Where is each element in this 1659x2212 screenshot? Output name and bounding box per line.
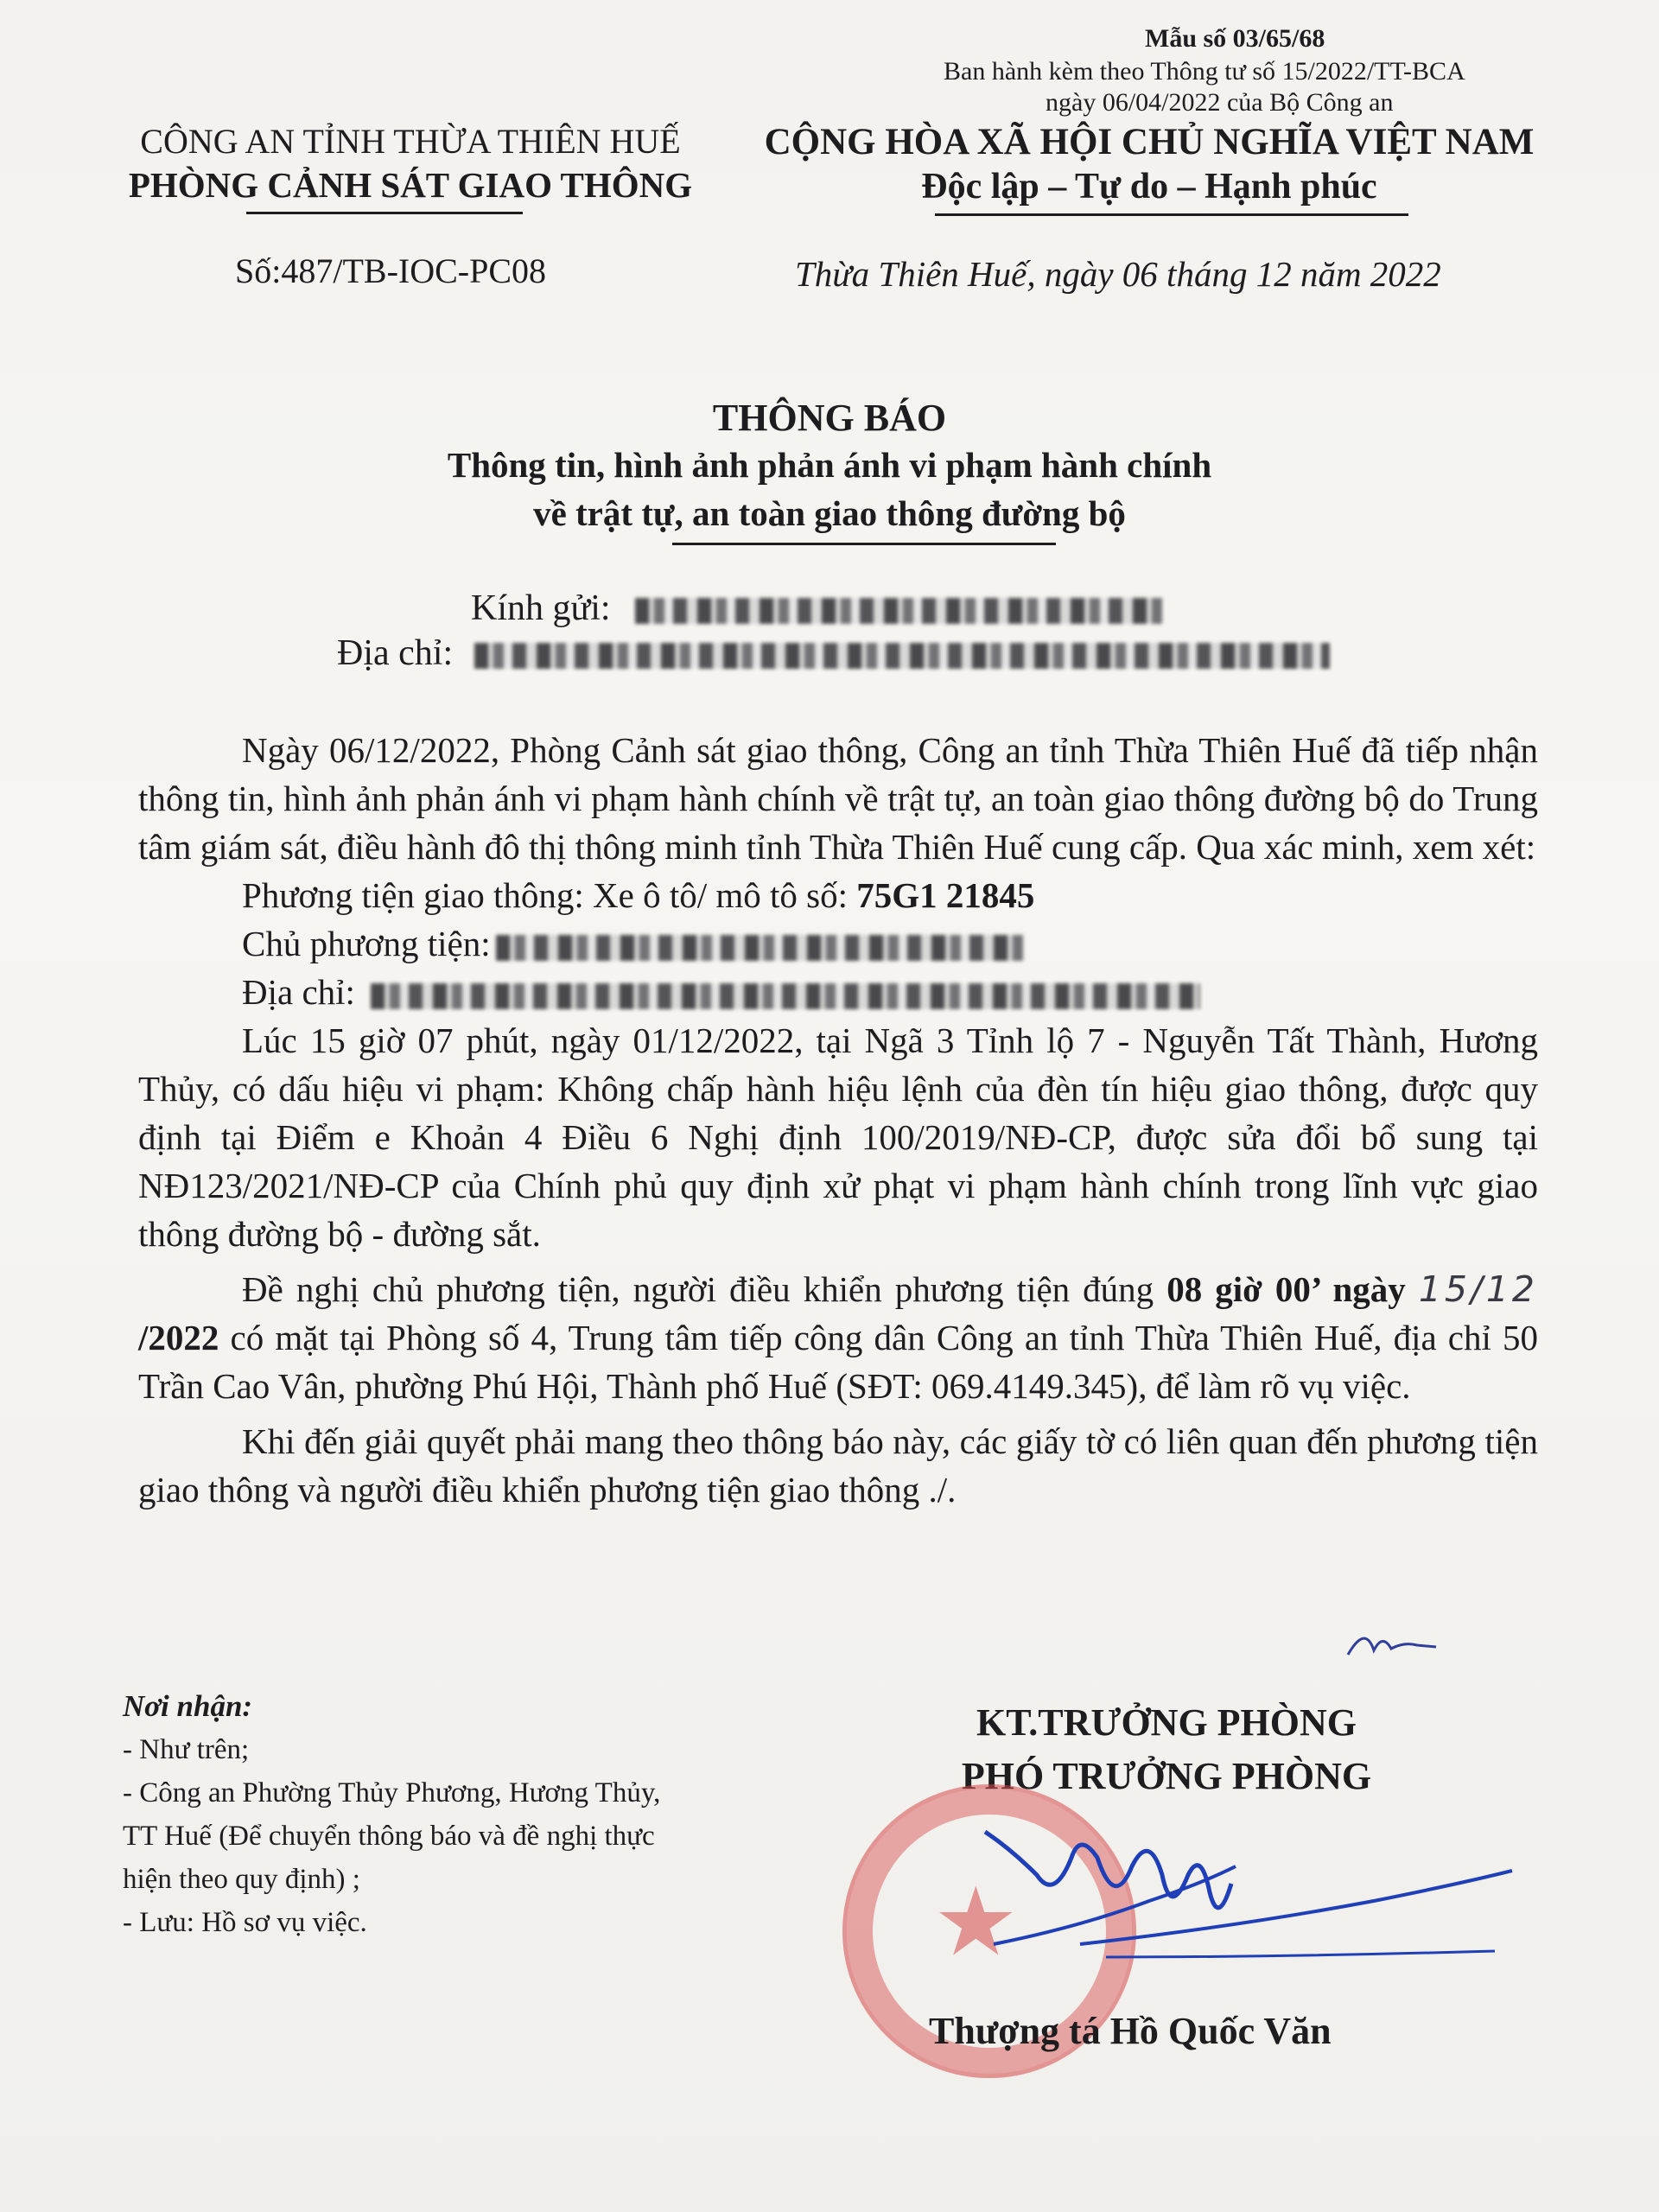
document-number: Số:487/TB-IOC-PC08	[235, 251, 547, 290]
closing-paragraph: Khi đến giải quyết phải mang theo thông báo này, các giấy tờ có liên quan đến phương tiện giao thông và người điều khiển phương tiện giao thông ./.	[138, 1421, 1538, 1510]
owner-address-label: Địa chỉ:	[242, 972, 355, 1012]
signature-title-line1: KT.TRƯỞNG PHÒNG	[976, 1701, 1357, 1744]
document-subtitle-line1: Thông tin, hình ảnh phản ánh vi phạm hành chính	[447, 445, 1212, 485]
form-number: Mẫu số 03/65/68	[1145, 24, 1325, 53]
addressee-label: Kính gửi:	[471, 588, 611, 628]
redacted-owner-address	[371, 983, 1200, 1009]
recipients-block	[123, 1685, 779, 1944]
seal-star-icon: ★	[933, 1870, 1019, 1975]
vehicle-label: Phương tiện giao thông: Xe ô tô/ mô tô số:	[242, 875, 857, 915]
national-motto: Độc lập – Tự do – Hạnh phúc	[921, 167, 1377, 207]
addressee-address-row	[337, 632, 1330, 674]
department-underline	[246, 212, 523, 214]
redacted-addressee-address	[474, 643, 1330, 669]
vehicle-plate: 75G1 21845	[856, 875, 1035, 915]
initial-mark-icon	[1339, 1616, 1443, 1668]
recipient-item: hiện theo quy định) ;	[123, 1864, 360, 1895]
recipient-item: TT Huế (Để chuyển thông báo và đề nghị thực	[123, 1821, 655, 1852]
signer-name: Thượng tá Hồ Quốc Văn	[929, 2010, 1332, 2052]
appointment-year: /2022	[138, 1318, 219, 1357]
document-subtitle-line2: về trật tự, an toàn giao thông đường bộ	[533, 493, 1126, 533]
country-name: CỘNG HÒA XÃ HỘI CHỦ NGHĨA VIỆT NAM	[764, 122, 1535, 162]
title-underline	[672, 543, 1056, 545]
recipient-item: - Như trên;	[123, 1734, 250, 1765]
addressee-address-label: Địa chỉ:	[337, 633, 454, 673]
summons-paragraph: Đề nghị chủ phương tiện, người điều khiển phương tiện đúng 08 giờ 00’ ngày 15/12 /2022 có mặt tại Phòng số 4, Trung tâm tiếp công dân Công an tỉnh Thừa Thiên Huế, địa chỉ 50 Trần Cao Vân, phường Phú Hội, Thành phố Huế (SĐT: 069.4149.345), để làm rõ vụ việc.	[138, 1268, 1538, 1406]
owner-label: Chủ phương tiện:	[242, 924, 491, 963]
recipient-item: - Công an Phường Thủy Phương, Hương Thủy,	[123, 1777, 661, 1808]
appointment-time: 08 giờ 00’ ngày	[1166, 1269, 1419, 1309]
handwritten-appointment-date: 15/12	[1418, 1268, 1538, 1310]
signature-scribble-icon	[976, 1797, 1529, 1987]
recipient-item: - Lưu: Hồ sơ vụ việc.	[123, 1907, 367, 1938]
addressee-row	[471, 588, 1162, 629]
owner-address-line	[138, 968, 1538, 1016]
place-and-date: Thừa Thiên Huế, ngày 06 tháng 12 năm 2022	[795, 254, 1441, 294]
redacted-owner-name	[496, 935, 1023, 961]
signature-title-line2: PHÓ TRƯỞNG PHÒNG	[961, 1755, 1372, 1797]
owner-line	[138, 919, 1538, 968]
vehicle-line	[138, 871, 1538, 919]
form-issued-with: Ban hành kèm theo Thông tư số 15/2022/TT-BCA	[944, 57, 1465, 86]
redacted-addressee-name	[635, 598, 1162, 624]
document-title: THÔNG BÁO	[712, 397, 947, 439]
agency-name: CÔNG AN TỈNH THỪA THIÊN HUẾ	[140, 122, 681, 161]
recipients-heading: Nơi nhận:	[123, 1689, 253, 1723]
department-name: PHÒNG CẢNH SÁT GIAO THÔNG	[128, 165, 693, 205]
intro-paragraph: Ngày 06/12/2022, Phòng Cảnh sát giao thông, Công an tỉnh Thừa Thiên Huế đã tiếp nhận thông tin, hình ảnh phản ánh vi phạm hành chính về trật tự, an toàn giao thông đường bộ do Trung tâm giám sát, điều hành đô thị thông minh tỉnh Thừa Thiên Huế cung cấp. Qua xác minh, xem xét:	[138, 730, 1538, 867]
form-issued-date: ngày 06/04/2022 của Bộ Công an	[1046, 88, 1394, 117]
motto-underline	[935, 213, 1408, 216]
violation-paragraph: Lúc 15 giờ 07 phút, ngày 01/12/2022, tại Ngã 3 Tỉnh lộ 7 - Nguyễn Tất Thành, Hương Thủy, có dấu hiệu vi phạm: Không chấp hành hiệu lệnh của đèn tín hiệu giao thông, được quy định tại Điểm e Khoản 4 Điều 6 Nghị định 100/2019/NĐ-CP, được sửa đổi bổ sung tại NĐ123/2021/NĐ-CP của Chính phủ quy định xử phạt vi phạm hành chính trong lĩnh vực giao thông đường bộ - đường sắt.	[138, 1020, 1538, 1254]
notice-body	[138, 726, 1538, 1514]
